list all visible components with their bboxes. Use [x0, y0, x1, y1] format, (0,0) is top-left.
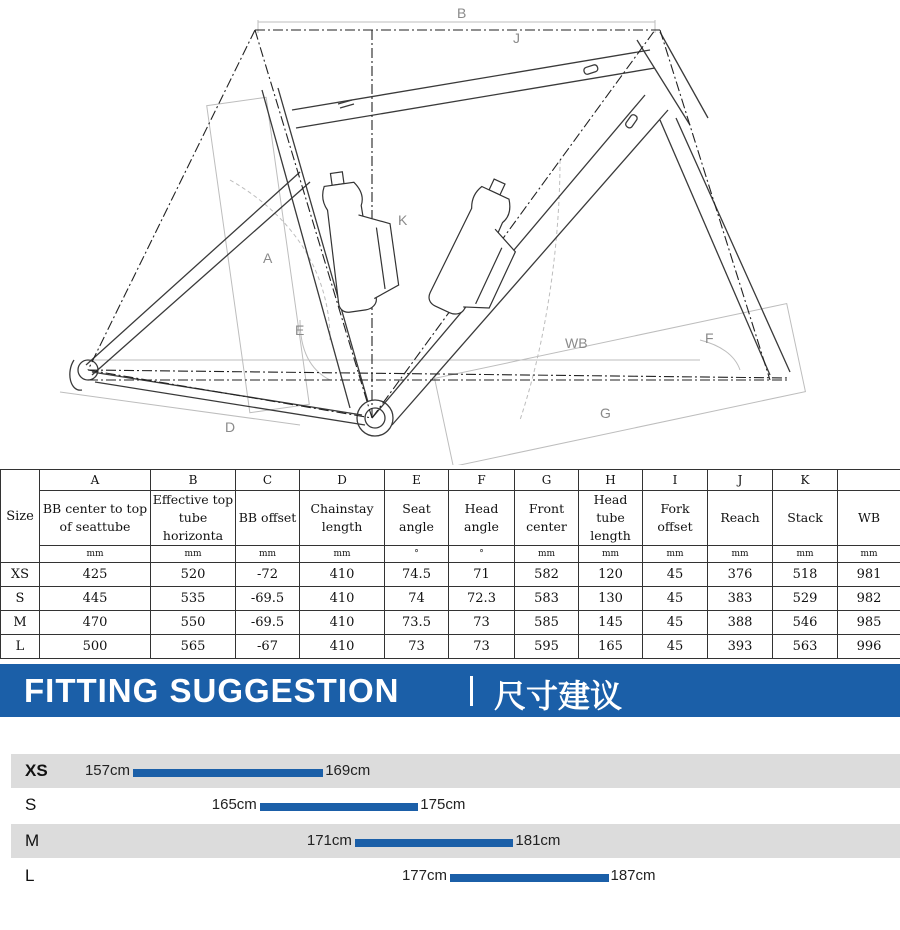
min-height-label: 165cm: [211, 796, 257, 813]
column-letter: J: [708, 470, 773, 491]
column-name: Effective top tube horizonta: [151, 491, 236, 546]
table-row: [1, 587, 900, 611]
table-cell: 410: [300, 587, 385, 611]
table-cell: 388: [708, 611, 773, 635]
column-letter: D: [300, 470, 385, 491]
height-range-bar: [450, 874, 609, 882]
column-letter: B: [151, 470, 236, 491]
column-unit: mm: [515, 546, 579, 563]
column-name: Stack: [773, 491, 838, 546]
column-letter: F: [449, 470, 515, 491]
table-row: [1, 563, 900, 587]
fitting-row-m: [11, 824, 900, 858]
column-unit: mm: [773, 546, 838, 563]
min-height-label: 177cm: [401, 867, 447, 884]
table-cell: 500: [40, 635, 151, 659]
banner-title-chinese: 尺寸建议: [494, 677, 623, 715]
table-cell: 981: [838, 563, 900, 587]
table-cell: 383: [708, 587, 773, 611]
table-cell: 550: [151, 611, 236, 635]
table-cell: 470: [40, 611, 151, 635]
column-name: Reach: [708, 491, 773, 546]
column-name: BB center to top of seattube: [40, 491, 151, 546]
table-cell: 985: [838, 611, 900, 635]
table-cell: 45: [643, 563, 708, 587]
table-cell: 565: [151, 635, 236, 659]
column-letter: I: [643, 470, 708, 491]
column-letter: H: [579, 470, 643, 491]
column-name: Front center: [515, 491, 579, 546]
table-cell: 45: [643, 635, 708, 659]
table-cell: 376: [708, 563, 773, 587]
column-unit: °: [449, 546, 515, 563]
min-height-label: 157cm: [84, 762, 130, 779]
unit-row: [1, 546, 900, 563]
banner-divider: [470, 676, 473, 706]
fitting-range-chart: [0, 754, 900, 904]
table-cell: 74.5: [385, 563, 449, 587]
column-letter: K: [773, 470, 838, 491]
column-name: BB offset: [236, 491, 300, 546]
table-cell: 595: [515, 635, 579, 659]
column-unit: °: [385, 546, 449, 563]
table-cell: 145: [579, 611, 643, 635]
table-cell: 445: [40, 587, 151, 611]
column-unit: mm: [708, 546, 773, 563]
fitting-size-label: L: [25, 866, 35, 885]
table-row: [1, 611, 900, 635]
row-size: M: [1, 611, 40, 635]
column-name: Head tube length: [579, 491, 643, 546]
column-unit: mm: [236, 546, 300, 563]
column-unit: mm: [300, 546, 385, 563]
column-letter: C: [236, 470, 300, 491]
label-f: F: [705, 330, 714, 346]
column-letter: E: [385, 470, 449, 491]
label-e: E: [295, 322, 305, 338]
column-unit: mm: [579, 546, 643, 563]
column-unit: mm: [838, 546, 900, 563]
label-k: K: [398, 212, 408, 228]
column-name: Chainstay length: [300, 491, 385, 546]
table-cell: 410: [300, 611, 385, 635]
table-cell: 120: [579, 563, 643, 587]
fitting-row-s: [11, 788, 900, 822]
label-d: D: [225, 419, 236, 435]
table-cell: 425: [40, 563, 151, 587]
table-cell: 982: [838, 587, 900, 611]
column-name: Head angle: [449, 491, 515, 546]
label-b: B: [457, 5, 467, 21]
max-height-label: 181cm: [515, 832, 561, 849]
fitting-row-l: [11, 859, 900, 893]
label-g: G: [600, 405, 611, 421]
label-a: A: [263, 250, 273, 266]
table-row: [1, 635, 900, 659]
max-height-label: 187cm: [610, 867, 656, 884]
fitting-size-label: S: [25, 795, 37, 814]
table-cell: -67: [236, 635, 300, 659]
column-name: Fork offset: [643, 491, 708, 546]
fitting-row-xs: [11, 754, 900, 788]
table-cell: 130: [579, 587, 643, 611]
table-cell: 73.5: [385, 611, 449, 635]
letter-row: [1, 470, 900, 491]
row-size: S: [1, 587, 40, 611]
table-cell: 585: [515, 611, 579, 635]
row-size: L: [1, 635, 40, 659]
height-range-bar: [260, 803, 419, 811]
table-cell: 583: [515, 587, 579, 611]
table-cell: 73: [385, 635, 449, 659]
height-range-bar: [355, 839, 514, 847]
table-cell: 74: [385, 587, 449, 611]
column-letter: G: [515, 470, 579, 491]
table-cell: 72.3: [449, 587, 515, 611]
column-name: Seat angle: [385, 491, 449, 546]
table-cell: 410: [300, 563, 385, 587]
label-wb: WB: [565, 335, 588, 351]
table-cell: 535: [151, 587, 236, 611]
table-cell: 529: [773, 587, 838, 611]
table-cell: 582: [515, 563, 579, 587]
max-height-label: 169cm: [325, 762, 371, 779]
table-cell: 546: [773, 611, 838, 635]
table-cell: 410: [300, 635, 385, 659]
fitting-size-label: XS: [25, 761, 48, 780]
height-range-bar: [133, 769, 323, 777]
column-unit: mm: [643, 546, 708, 563]
table-cell: 45: [643, 611, 708, 635]
label-j: J: [513, 30, 520, 46]
table-cell: 71: [449, 563, 515, 587]
size-header: Size: [1, 470, 40, 563]
table-cell: -72: [236, 563, 300, 587]
fitting-suggestion-banner: [0, 664, 900, 717]
max-height-label: 175cm: [420, 796, 466, 813]
table-cell: 73: [449, 611, 515, 635]
table-cell: 563: [773, 635, 838, 659]
table-cell: 165: [579, 635, 643, 659]
column-letter: [838, 470, 900, 491]
column-unit: mm: [151, 546, 236, 563]
table-cell: -69.5: [236, 587, 300, 611]
min-height-label: 171cm: [306, 832, 352, 849]
fitting-size-label: M: [25, 831, 40, 850]
table-cell: 45: [643, 587, 708, 611]
table-cell: 518: [773, 563, 838, 587]
name-row: [1, 491, 900, 546]
table-cell: 393: [708, 635, 773, 659]
table-cell: 520: [151, 563, 236, 587]
row-size: XS: [1, 563, 40, 587]
table-cell: 996: [838, 635, 900, 659]
geometry-table: [0, 469, 900, 659]
banner-title: FITTING SUGGESTION: [24, 672, 400, 709]
table-cell: -69.5: [236, 611, 300, 635]
column-unit: mm: [40, 546, 151, 563]
column-name: WB: [838, 491, 900, 546]
column-letter: A: [40, 470, 151, 491]
table-cell: 73: [449, 635, 515, 659]
